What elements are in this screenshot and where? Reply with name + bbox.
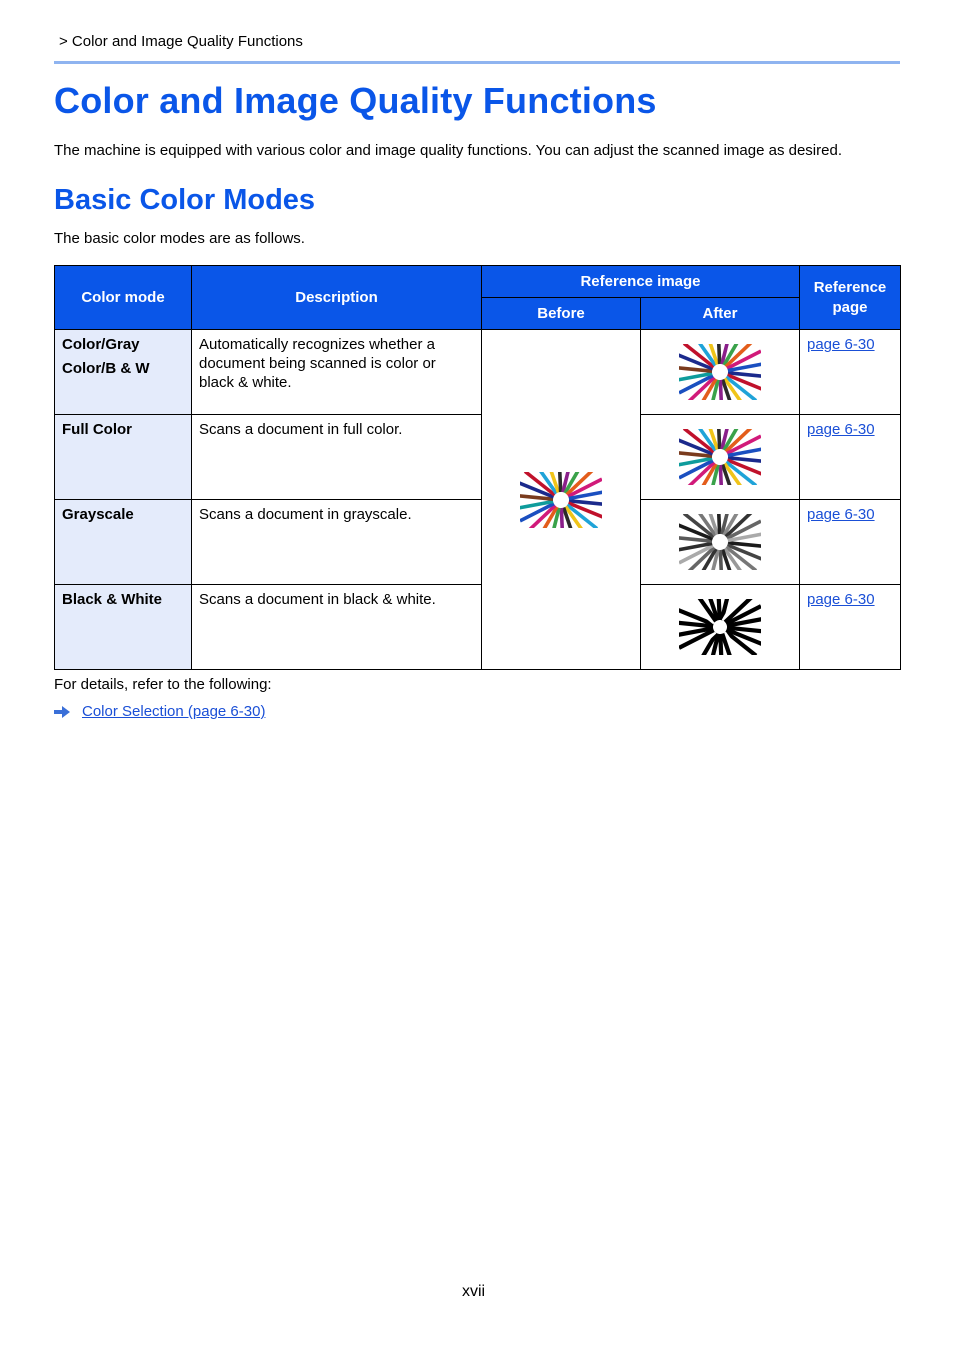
after-image-cell [641, 415, 800, 500]
pencil-hub [714, 621, 726, 633]
color-pencils-image [679, 344, 761, 400]
reference-page-cell [800, 585, 901, 670]
pencil-hub [713, 365, 727, 379]
header-color-mode: Color mode [55, 266, 192, 330]
pencil-stroke [559, 472, 561, 492]
pencil-stroke [720, 380, 722, 400]
header-reference-image: Reference image [482, 266, 800, 298]
reference-page-cell [800, 330, 901, 415]
pencil-hub [554, 493, 568, 507]
description-cell: Scans a document in grayscale. [192, 500, 482, 585]
color-pencils-image [679, 429, 761, 485]
reference-page-cell [800, 415, 901, 500]
pencil-stroke [720, 550, 722, 570]
details-text: For details, refer to the following: [54, 676, 272, 693]
header-divider [54, 61, 900, 64]
mode-label: Grayscale [62, 506, 134, 523]
color-pencils-image [520, 472, 602, 528]
page-title: Color and Image Quality Functions [54, 80, 657, 121]
description-cell: Scans a document in full color. [192, 415, 482, 500]
section-title: Basic Color Modes [54, 184, 316, 216]
pencil-hub [713, 450, 727, 464]
header-description: Description [192, 266, 482, 330]
table-row [55, 585, 901, 670]
description-cell: Automatically recognizes whether a document being scanned is color or black & white. [192, 330, 482, 415]
pencil-stroke [561, 507, 563, 527]
reference-page-link[interactable]: page 6-30 [807, 421, 875, 438]
after-image-cell [641, 500, 800, 585]
reference-link-row [54, 703, 265, 720]
mode-label: Black & White [62, 591, 163, 608]
color-selection-link[interactable]: Color Selection (page 6-30) [82, 703, 266, 720]
header-after: After [641, 298, 800, 330]
description-cell: Scans a document in black & white. [192, 585, 482, 670]
after-image-cell [641, 585, 800, 670]
reference-page-link[interactable]: page 6-30 [807, 591, 875, 608]
pencil-stroke [720, 634, 722, 655]
mode-label: Color/B & W [62, 360, 150, 377]
mode-cell [55, 500, 192, 585]
grayscale-pencils-image [679, 514, 761, 570]
table-row [55, 330, 901, 415]
arrow-right-icon [54, 706, 70, 718]
breadcrumb: > Color and Image Quality Functions [59, 33, 303, 50]
mode-label: Color/Gray [62, 336, 140, 353]
table-row [55, 500, 901, 585]
mode-cell [55, 330, 192, 415]
reference-page-link[interactable]: page 6-30 [807, 506, 875, 523]
before-image-cell [482, 330, 641, 670]
pencil-stroke [718, 429, 720, 449]
pencil-stroke [718, 514, 720, 534]
color-modes-table [54, 265, 901, 670]
black-white-pencils-image [679, 599, 761, 655]
pencil-stroke [720, 465, 722, 485]
pencil-stroke [718, 344, 720, 364]
after-image-cell [641, 330, 800, 415]
section-intro: The basic color modes are as follows. [54, 230, 305, 247]
header-before: Before [482, 298, 641, 330]
pencil-stroke [718, 599, 720, 620]
header-reference-page: Reference page [800, 266, 901, 330]
mode-cell [55, 415, 192, 500]
intro-paragraph: The machine is equipped with various color and image quality functions. You can adjust the scanned image as desired. [54, 142, 842, 159]
mode-label: Full Color [62, 421, 132, 438]
reference-page-link[interactable]: page 6-30 [807, 336, 875, 353]
mode-cell [55, 585, 192, 670]
page-number: xvii [462, 1283, 486, 1300]
table-row [55, 415, 901, 500]
reference-page-cell [800, 500, 901, 585]
pencil-hub [713, 535, 727, 549]
